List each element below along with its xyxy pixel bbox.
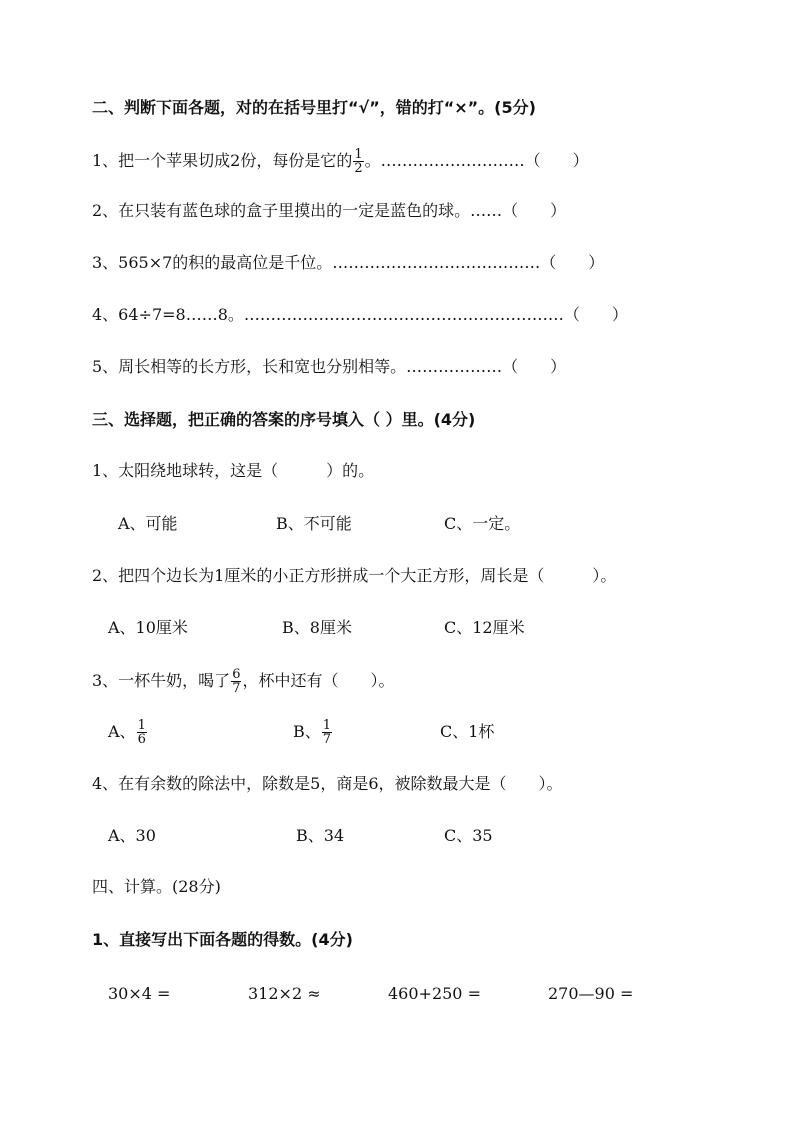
judge-question-4[interactable]: 4、64÷7=8……8。……………………………………………………（ ） bbox=[92, 305, 628, 324]
q2-option-b[interactable]: B、8厘米 bbox=[282, 618, 352, 637]
option-label: A、 bbox=[108, 722, 136, 741]
q3-option-c[interactable]: C、1杯 bbox=[440, 722, 495, 741]
q4-option-b[interactable]: B、34 bbox=[296, 826, 345, 845]
section4-sub1-title: 1、直接写出下面各题的得数。(4分) bbox=[92, 930, 353, 949]
choice-question-2[interactable]: 2、把四个边长为1厘米的小正方形拼成一个大正方形，周长是（ ）。 bbox=[92, 566, 617, 585]
choice-q3-text: 3、一杯牛奶，喝了 bbox=[92, 671, 231, 690]
q3-option-b[interactable] bbox=[293, 719, 333, 746]
q4-option-a[interactable]: A、30 bbox=[108, 826, 156, 845]
fraction-one-sixth bbox=[137, 719, 147, 746]
fraction-numerator: 1 bbox=[322, 718, 332, 733]
q1-option-c[interactable]: C、一定。 bbox=[444, 514, 521, 533]
q2-option-c[interactable]: C、12厘米 bbox=[444, 618, 525, 637]
fraction-numerator: 1 bbox=[137, 718, 146, 733]
fraction-denominator: 2 bbox=[354, 161, 363, 176]
fraction-one-seventh bbox=[322, 719, 332, 746]
q1-option-b[interactable]: B、不可能 bbox=[276, 514, 352, 533]
q1-option-a[interactable]: A、可能 bbox=[118, 514, 178, 533]
option-label: B、 bbox=[293, 722, 321, 741]
choice-q3-blank: ，杯中还有（ ）。 bbox=[242, 671, 395, 690]
judge-q1-blank[interactable]: 。………………………（ ） bbox=[364, 151, 589, 170]
fraction-numerator: 1 bbox=[354, 147, 363, 162]
section4-title: 四、计算。(28分) bbox=[92, 877, 221, 896]
judge-question-2[interactable]: 2、在只装有蓝色球的盒子里摸出的一定是蓝色的球。……（ ） bbox=[92, 201, 567, 220]
judge-question-3[interactable]: 3、565×7的积的最高位是千位。…………………………………（ ） bbox=[92, 253, 605, 272]
q3-option-a[interactable] bbox=[108, 719, 148, 746]
fraction-half bbox=[353, 148, 363, 175]
q4-option-c[interactable]: C、35 bbox=[444, 826, 493, 845]
calc-expression-1[interactable]: 30×4 = bbox=[108, 984, 171, 1003]
choice-question-4[interactable]: 4、在有余数的除法中，除数是5，商是6，被除数最大是（ ）。 bbox=[92, 774, 563, 793]
fraction-numerator: 6 bbox=[232, 667, 241, 682]
q2-option-a[interactable]: A、10厘米 bbox=[108, 618, 188, 637]
judge-q1-text: 1、把一个苹果切成2份，每份是它的 bbox=[92, 151, 353, 170]
choice-question-3[interactable] bbox=[92, 668, 394, 695]
fraction-denominator: 6 bbox=[137, 732, 146, 747]
judge-question-5[interactable]: 5、周长相等的长方形，长和宽也分别相等。………………（ ） bbox=[92, 357, 567, 376]
calc-expression-4[interactable]: 270—90 = bbox=[548, 984, 634, 1003]
choice-question-1[interactable]: 1、太阳绕地球转，这是（ ）的。 bbox=[92, 461, 375, 480]
fraction-six-sevenths bbox=[231, 668, 241, 695]
judge-question-1 bbox=[92, 148, 589, 175]
section2-title: 二、判断下面各题，对的在括号里打“√”，错的打“×”。(5分) bbox=[92, 98, 536, 117]
section3-title: 三、选择题，把正确的答案的序号填入（ ）里。(4分) bbox=[92, 410, 476, 429]
calc-expression-2[interactable]: 312×2 ≈ bbox=[248, 984, 321, 1003]
fraction-denominator: 7 bbox=[322, 732, 332, 747]
calc-expression-3[interactable]: 460+250 = bbox=[388, 984, 481, 1003]
fraction-denominator: 7 bbox=[232, 681, 241, 696]
